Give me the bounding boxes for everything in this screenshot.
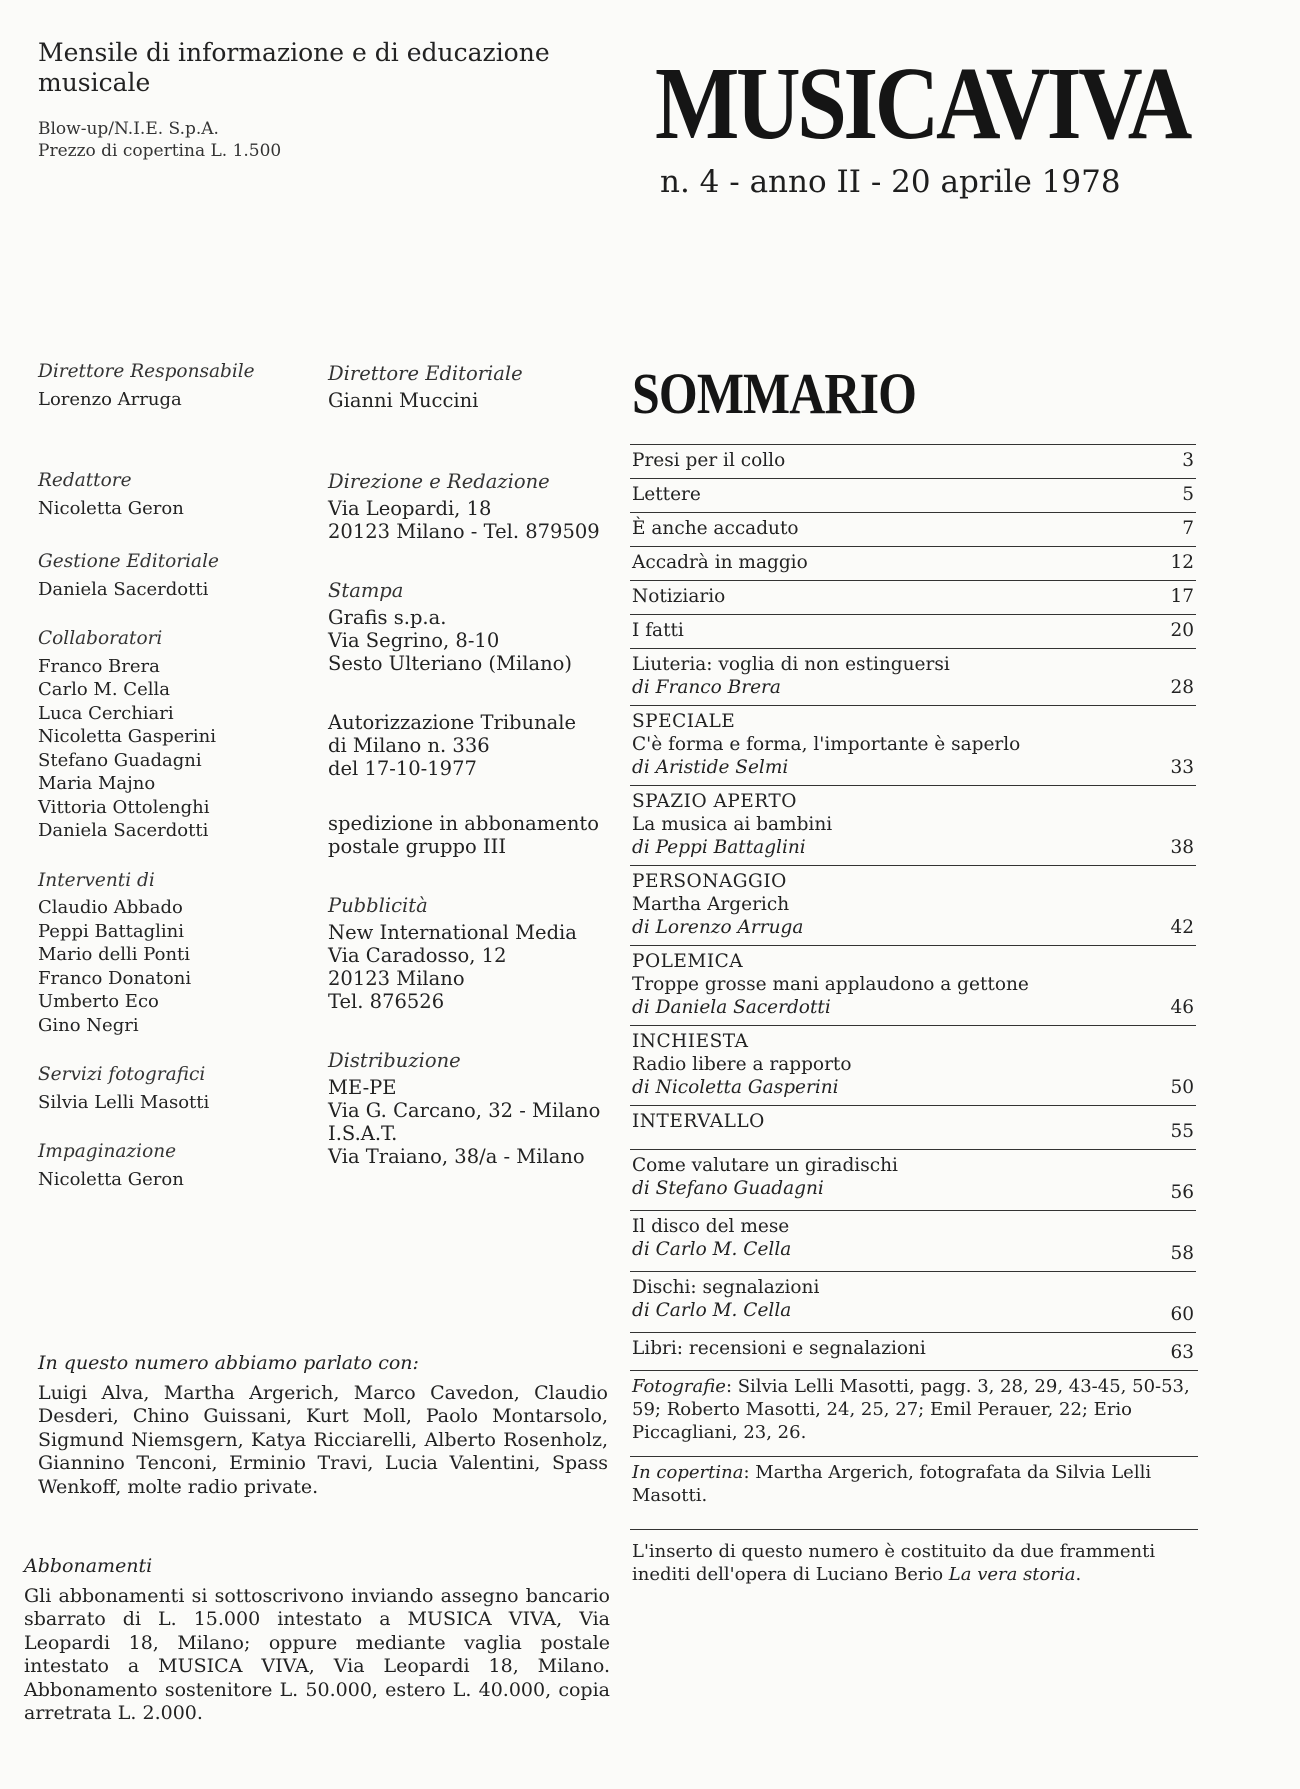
staff-block: [328, 711, 628, 780]
toc-page-number: 56: [1170, 1182, 1194, 1203]
toc-title: Presi per il collo: [632, 450, 786, 471]
cover-note: [630, 1456, 1198, 1529]
staff-middle-column: [328, 362, 628, 1168]
staff-role: Stampa: [328, 579, 404, 602]
toc-section: POLEMICA: [632, 951, 744, 972]
toc-entry: [630, 444, 1196, 478]
staff-entry: Daniela Sacerdotti: [38, 578, 209, 600]
cover-note-text: : Martha Argerich, fotografata da Silvia Lelli Masotti.: [632, 1462, 1152, 1506]
table-of-contents: [630, 444, 1196, 1598]
toc-entry: [630, 865, 1196, 945]
toc-rows: [630, 444, 1196, 1370]
staff-block: [38, 1063, 318, 1114]
staff-entry: Nicoletta Geron: [38, 1168, 184, 1190]
staff-block: [38, 550, 318, 601]
toc-author: di Carlo M. Cella: [632, 1239, 792, 1260]
toc-page-number: 28: [1170, 677, 1194, 698]
tagline: Mensile di informazione e di educazione musicale: [38, 38, 550, 97]
interviews-heading: In questo numero abbiamo parlato con:: [38, 1352, 419, 1374]
staff-entry: Via Traiano, 38/a - Milano: [328, 1145, 585, 1168]
cover-note-label: In copertina: [632, 1462, 744, 1483]
staff-block: [38, 360, 318, 411]
toc-author: di Daniela Sacerdotti: [632, 997, 831, 1018]
toc-entry: [630, 705, 1196, 785]
staff-entry: Daniela Sacerdotti: [38, 820, 209, 841]
toc-author: di Nicoletta Gasperini: [632, 1077, 839, 1098]
cover-price: Prezzo di copertina L. 1.500: [38, 141, 282, 161]
toc-section: INTERVALLO: [632, 1111, 765, 1132]
toc-title: La musica ai bambini: [632, 814, 833, 835]
staff-entry: Sesto Ulteriano (Milano): [328, 652, 572, 675]
toc-entry: [630, 478, 1196, 512]
staff-block: [328, 812, 628, 858]
staff-role: Direzione e Redazione: [328, 470, 550, 493]
toc-entry: [630, 512, 1196, 546]
staff-entry: del 17-10-1977: [328, 757, 477, 780]
staff-role: Gestione Editoriale: [38, 551, 219, 572]
toc-author: di Aristide Selmi: [632, 757, 789, 778]
toc-entry: [630, 1210, 1196, 1271]
toc-page-number: 60: [1170, 1304, 1194, 1325]
photo-credits: [630, 1370, 1198, 1456]
staff-role: Distribuzione: [328, 1049, 461, 1072]
toc-title: Libri: recensioni e segnalazioni: [632, 1338, 926, 1359]
staff-block: [328, 894, 628, 1013]
staff-entry: Franco Donatoni: [38, 967, 192, 989]
staff-entry: Nicoletta Geron: [38, 497, 184, 519]
toc-entry: [630, 945, 1196, 1025]
staff-entry: Via Segrino, 8-10: [328, 629, 500, 652]
staff-block: [328, 362, 628, 412]
toc-title: Il disco del mese: [632, 1216, 790, 1237]
subscriptions-text: Gli abbonamenti si sottoscrivono inviando assegno bancario sbarrato di L. 15.000 intestato a MUSICA VIVA, Via Leopardi 18, Milano; oppure mediante vaglia postale intestato a MUSICA VIVA, Via Leopardi 18, Milano. Abbonamento sostenitore L. 50.000, estero L. 40.000, copia arretrata L. 2.000.: [24, 1584, 610, 1724]
photo-credits-label: Fotografie: [632, 1376, 726, 1397]
toc-title: Dischi: segnalazioni: [632, 1277, 820, 1298]
photo-credits-text: : Silvia Lelli Masotti, pagg. 3, 28, 29, 43-45, 50-53, 59; Roberto Masotti, 24, 25, 27; Emil Perauer, 22; Erio Piccagliani, 23, 26.: [632, 1376, 1190, 1443]
toc-title: Come valutare un giradischi: [632, 1155, 898, 1176]
toc-page-number: 63: [1170, 1342, 1194, 1363]
toc-author: di Franco Brera: [632, 677, 781, 698]
staff-role: Interventi di: [38, 869, 155, 891]
toc-title: Notiziario: [632, 586, 726, 607]
staff-role: Pubblicità: [328, 894, 428, 917]
toc-page-number: 17: [1170, 586, 1194, 607]
staff-entry: Via Leopardi, 18: [328, 497, 492, 520]
insert-note-text: L'inserto di questo numero è costituito da due frammenti inediti dell'opera di Luciano Berio: [632, 1541, 1156, 1585]
staff-entry: Umberto Eco: [38, 991, 159, 1012]
staff-role: Direttore Responsabile: [38, 361, 255, 382]
staff-entry: Via Caradosso, 12: [328, 944, 507, 967]
toc-section: SPAZIO APERTO: [632, 791, 797, 812]
staff-entry: spedizione in abbonamento: [328, 812, 599, 835]
toc-page-number: 3: [1182, 450, 1194, 471]
toc-author: di Lorenzo Arruga: [632, 917, 804, 938]
insert-note: [630, 1529, 1198, 1598]
sommario-title: SOMMARIO: [632, 361, 917, 426]
toc-title: È anche accaduto: [632, 518, 799, 539]
toc-author: di Peppi Battaglini: [632, 837, 806, 858]
toc-title: Liuteria: voglia di non estinguersi: [632, 654, 950, 675]
toc-entry: [630, 580, 1196, 614]
staff-entry: 20123 Milano: [328, 967, 465, 990]
toc-page-number: 12: [1170, 552, 1194, 573]
toc-page-number: 55: [1170, 1121, 1194, 1142]
staff-entry: Lorenzo Arruga: [38, 388, 182, 410]
toc-entry: [630, 1149, 1196, 1210]
publisher-name: Blow-up/N.I.E. S.p.A.: [38, 119, 219, 139]
staff-entry: Via G. Carcano, 32 - Milano: [328, 1099, 601, 1122]
toc-page-number: 33: [1170, 757, 1194, 778]
interviews-text: Luigi Alva, Martha Argerich, Marco Cavedon, Claudio Desderi, Chino Guissani, Kurt Moll, Paolo Montarsolo, Sigmund Niemsgern, Katya Ricciarelli, Alberto Rosenholz, Giannino Tenconi, Erminio Travi, Lucia Valentini, Spass Wenkoff, molte radio private.: [38, 1381, 608, 1498]
toc-title: Lettere: [632, 484, 701, 505]
staff-block: [328, 579, 628, 675]
staff-entry: Tel. 876526: [328, 990, 445, 1013]
toc-entry: [630, 648, 1196, 705]
staff-role: Impaginazione: [38, 1141, 177, 1162]
staff-entry: Franco Brera: [38, 655, 160, 677]
toc-title: I fatti: [632, 620, 684, 641]
staff-block: [328, 1049, 628, 1168]
staff-entry: Gino Negri: [38, 1014, 139, 1036]
staff-role: Servizi fotografici: [38, 1064, 206, 1085]
staff-entry: Vittoria Ottolenghi: [38, 796, 210, 818]
staff-block: [38, 627, 318, 843]
insert-note-work: La vera storia: [948, 1564, 1076, 1585]
toc-section: PERSONAGGIO: [632, 871, 787, 892]
staff-entry: Peppi Battaglini: [38, 920, 185, 942]
toc-section: INCHIESTA: [632, 1031, 749, 1052]
toc-page-number: 46: [1170, 997, 1194, 1018]
staff-entry: Mario delli Ponti: [38, 944, 191, 965]
staff-entry: New International Media: [328, 921, 577, 944]
staff-entry: Nicoletta Gasperini: [38, 726, 216, 747]
toc-page-number: 42: [1170, 917, 1194, 938]
subscriptions-heading: Abbonamenti: [24, 1555, 153, 1577]
staff-entry: Autorizzazione Tribunale: [328, 711, 577, 734]
staff-block: [38, 469, 318, 520]
toc-page-number: 7: [1182, 518, 1194, 539]
toc-page-number: 5: [1182, 484, 1194, 505]
toc-entry: [630, 1332, 1196, 1370]
toc-entry: [630, 785, 1196, 865]
staff-block: [38, 869, 318, 1038]
staff-entry: Maria Majno: [38, 773, 156, 794]
toc-title: Troppe grosse mani applaudono a gettone: [632, 974, 1029, 995]
toc-author: di Carlo M. Cella: [632, 1300, 792, 1321]
staff-block: [328, 470, 628, 543]
toc-page-number: 58: [1170, 1243, 1194, 1264]
toc-title: C'è forma e forma, l'importante è saperlo: [632, 734, 1021, 755]
toc-title: Accadrà in maggio: [632, 552, 808, 573]
toc-title: Martha Argerich: [632, 894, 790, 915]
staff-entry: Carlo M. Cella: [38, 679, 170, 700]
staff-entry: ME-PE: [328, 1076, 397, 1099]
staff-entry: Grafis s.p.a.: [328, 606, 447, 629]
staff-left-column: [38, 360, 318, 1191]
interviews-section: [38, 1352, 608, 1499]
staff-entry: di Milano n. 336: [328, 734, 490, 757]
issue-line: n. 4 - anno II - 20 aprile 1978: [660, 164, 1121, 200]
staff-entry: Gianni Muccini: [328, 389, 479, 412]
staff-role: Direttore Editoriale: [328, 362, 523, 385]
toc-section: SPECIALE: [632, 711, 736, 732]
toc-entry: [630, 546, 1196, 580]
toc-page-number: 38: [1170, 837, 1194, 858]
staff-block: [38, 1140, 318, 1191]
staff-entry: Silvia Lelli Masotti: [38, 1091, 210, 1113]
staff-role: Collaboratori: [38, 628, 163, 649]
publisher-info: [38, 118, 281, 162]
toc-page-number: 50: [1170, 1077, 1194, 1098]
toc-entry: [630, 614, 1196, 648]
subscriptions-section: [24, 1555, 610, 1726]
staff-entry: I.S.A.T.: [328, 1122, 398, 1145]
toc-entry: [630, 1105, 1196, 1149]
toc-entry: [630, 1025, 1196, 1105]
staff-entry: 20123 Milano - Tel. 879509: [328, 520, 600, 543]
staff-entry: postale gruppo III: [328, 835, 507, 858]
toc-page-number: 20: [1170, 620, 1194, 641]
masthead-title: MUSICAVIVA: [655, 46, 1189, 161]
staff-role: Redattore: [38, 470, 132, 491]
staff-entry: Claudio Abbado: [38, 897, 183, 918]
insert-note-end: .: [1075, 1564, 1082, 1585]
toc-title: Radio libere a rapporto: [632, 1054, 852, 1075]
staff-entry: Luca Cerchiari: [38, 702, 174, 724]
toc-author: di Stefano Guadagni: [632, 1178, 824, 1199]
staff-entry: Stefano Guadagni: [38, 749, 202, 771]
toc-entry: [630, 1271, 1196, 1332]
